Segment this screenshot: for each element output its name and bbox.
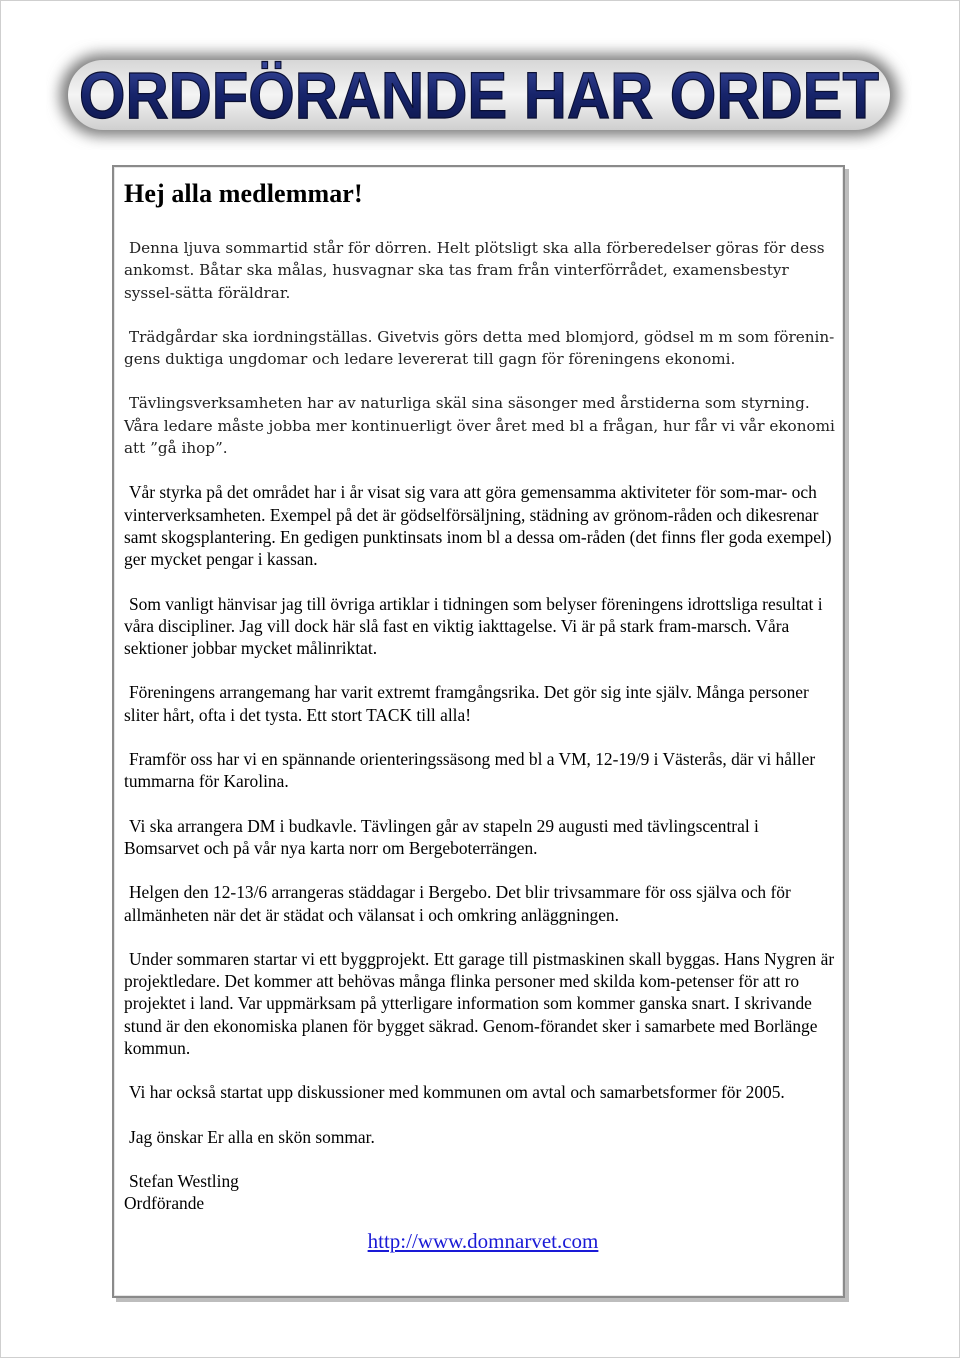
paragraph: Föreningens arrangemang har varit extremt framgångsrika. Det gör sig inte själv. Många personer sliter hårt, ofta i det tysta. Ett stort TACK till alla! bbox=[124, 682, 809, 725]
paragraph: Denna ljuva sommartid står för dörren. Helt plötsligt ska alla förberedelser göras för dess ankomst. Båtar ska målas, husvagnar ska tas fram från vinterförrådet, examensbestyr syssel-sätta föräldrar. bbox=[124, 239, 825, 302]
paragraph: Helgen den 12-13/6 arrangeras städdagar i Bergebo. Det blir trivsammare för oss själva och för allmänheten när det är städat och välansat i och omkring anläggningen. bbox=[124, 882, 791, 925]
header-banner bbox=[46, 38, 912, 150]
paragraph: Som vanligt hänvisar jag till övriga artiklar i tidningen som belyser föreningens idrottsliga resultat i våra discipliner. Jag vill dock här slå fast en viktig iakttagelse. Vi är på stark fram-marsch. Våra sektioner jobbar mycket målinriktat. bbox=[124, 593, 823, 659]
website-link[interactable]: http://www.domnarvet.com bbox=[367, 1228, 599, 1253]
paragraph: Jag önskar Er alla en skön sommar. bbox=[129, 1126, 375, 1147]
paragraph: Trädgårdar ska iordningställas. Givetvis görs detta med blomjord, gödsel m m som förenin-gens duktiga ungdomar och ledare levererat till gagn för föreningens ekonomi. bbox=[124, 327, 835, 369]
paragraph: Framför oss har vi en spännande orienteringssäsong med bl a VM, 12-19/9 i Västerås, där vi håller tummarna för Karolina. bbox=[124, 749, 816, 792]
signature-title: Ordförande bbox=[124, 1193, 205, 1214]
banner-title: ORDFÖRANDE HAR ORDET bbox=[79, 58, 879, 132]
paragraph: Vi har också startat upp diskussioner med kommunen om avtal och samarbetsformer för 2005. bbox=[129, 1082, 785, 1103]
letter-content bbox=[124, 175, 836, 1254]
paragraph: Vi ska arrangera DM i budkavle. Tävlingen går av stapeln 29 augusti med tävlingscentral i Bomsarvet och på vår nya karta norr om Bergeboterrängen. bbox=[124, 815, 759, 858]
letter-box bbox=[112, 165, 845, 1298]
greeting-heading: Hej alla medlemmar! bbox=[124, 179, 363, 208]
paragraph: Vår styrka på det området har i år visat sig vara att göra gemensamma aktiviteter för som-mar- och vinterverksamheten. Exempel på det är gödselförsäljning, städning av grönom-råden och dikesrenar samt skogsplantering. En gedigen punktinsats inom bl a dessa om-råden (det finns fler goda exempel) ger mycket pengar i kassan. bbox=[124, 482, 832, 570]
banner-graphic bbox=[46, 38, 912, 150]
signature-block bbox=[124, 1170, 836, 1215]
paragraph: Tävlingsverksamheten har av naturliga skäl sina säsonger med årstiderna som styrning. Våra ledare måste jobba mer kontinuerligt över året med bl a frågan, hur får vi vår ekonomi att ”gå ihop”. bbox=[124, 394, 835, 458]
paragraph: Under sommaren startar vi ett byggprojekt. Ett garage till pistmaskinen skall byggas. Hans Nygren är projektledare. Det kommer att behövas många flinka personer med skilda kom-petenser för att ro projektet i land. Var uppmärksam på ytterligare information som kommer ganska snart. I skrivande stund är den ekonomiska planen för bygget säkrad. Genom-förandet sker i samarbete med Borlänge kommun. bbox=[124, 948, 835, 1059]
signature-name: Stefan Westling bbox=[129, 1170, 239, 1191]
